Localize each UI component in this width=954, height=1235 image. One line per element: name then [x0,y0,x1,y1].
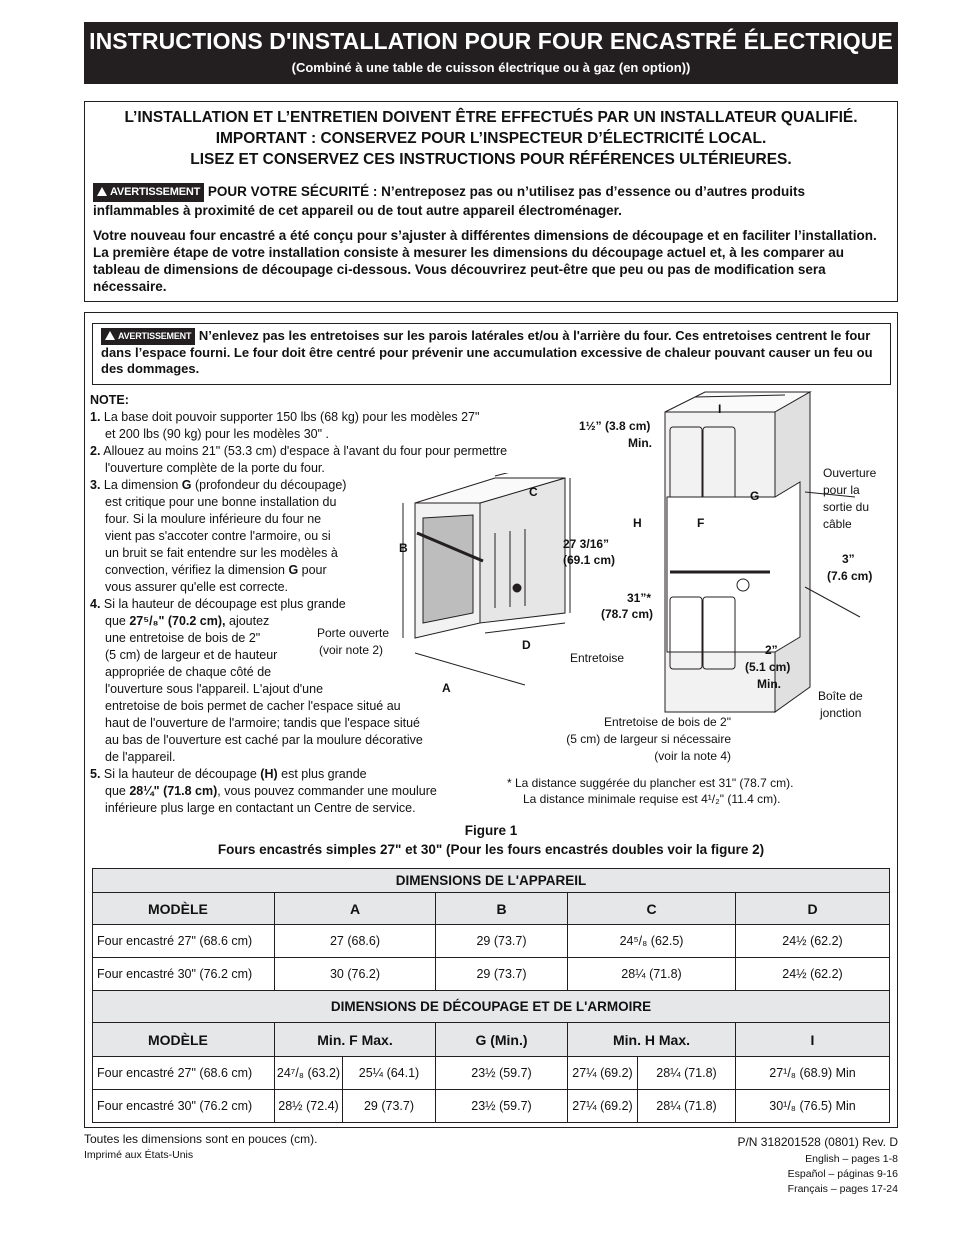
cable-label: pour la [823,483,860,497]
table-cell: 24½ (62.2) [736,925,890,958]
label-b: B [399,541,408,555]
table-cell: 25¼ (64.1) [343,1057,436,1090]
note-4-line: haut de l'ouverture de l'armoire; tandis que l'espace situé [105,716,420,730]
note-3-line: convection, vérifiez la dimension G pour [105,563,327,577]
table-cell: 28¼ (71.8) [568,958,736,991]
page-subtitle: (Combiné à une table de cuisson électrique ou à gaz (en option)) [291,60,691,75]
dim-min: Min. [628,436,652,450]
main-box [84,312,898,1128]
table-header: Min. H Max. [568,1023,736,1057]
porte-ouverte-label: Porte ouverte [317,626,390,640]
dim-31: 31”* [627,591,652,605]
table-row [93,1090,890,1123]
note-2: 2. Allouez au moins 21" (53.3 cm) d'espace à l'avant du four pour permettre [90,444,508,458]
note-3-line: vous assurer qu'elle est correcte. [105,580,289,594]
table-section-title: DIMENSIONS DE L'APPAREIL [93,869,890,893]
footnote-star: * La distance suggérée du plancher est 31" (78.7 cm). [507,776,794,790]
intro-line-2: IMPORTANT : CONSERVEZ POUR L’INSPECTEUR D’ÉLECTRICITÉ LOCAL. [215,130,767,147]
intro-line-3: LISEZ ET CONSERVEZ CES INSTRUCTIONS POUR RÉFÉRENCES ULTÉRIEURES. [190,151,792,168]
footnote-star-2: La distance minimale requise est 4¹/₂" (11.4 cm). [523,792,781,806]
note-5-line: que 28¼" (71.8 cm), vous pouvez commander une moulure [105,784,437,798]
label-a: A [442,681,451,695]
note-3-line: four. Si la moulure inférieure du four ne [105,512,322,526]
warning-icon [97,187,107,196]
wood-spacer-label: (voir la note 4) [654,749,731,763]
table-cell: 28¼ (71.8) [638,1090,736,1123]
dim-min-2: Min. [757,677,781,691]
note-4-line: entretoise de bois permet de cacher l'espace situé au [105,699,401,713]
dim-5-1: (5.1 cm) [745,660,791,674]
table-cell: 23½ (59.7) [436,1057,568,1090]
label-d: D [522,638,531,652]
table-header: D [736,893,890,925]
appliance-dimensions-table [92,868,890,991]
table-cell: 27¼ (69.2) [568,1057,638,1090]
note-4-line: (5 cm) de largeur et de hauteur [105,648,278,662]
intro-box [84,101,898,302]
table-cell: 30¹/₈ (76.5) Min [736,1090,890,1123]
figure-caption: Fours encastrés simples 27" et 30" (Pour les fours encastrés doubles voir la figure 2) [217,842,765,857]
note-4-line: une entretoise de bois de 2" [105,631,261,645]
table-section-title: DIMENSIONS DE DÉCOUPAGE ET DE L'ARMOIRE [93,991,890,1023]
dim-78-7: (78.7 cm) [601,607,654,621]
table-header: MODÈLE [93,1023,275,1057]
table-cell: 24⁵/₈ (62.5) [568,925,736,958]
dim-27: 27 3/16” [563,537,610,551]
voir-note-label: (voir note 2) [319,643,384,657]
lang-french: Français – pages 17-24 [787,1183,898,1195]
note-4-line: que 27⁵/₈" (70.2 cm), ajoutez [105,614,270,628]
table-cell: 24⁷/₈ (63.2) [275,1057,343,1090]
table-header: A [275,893,436,925]
table-cell: 24½ (62.2) [736,958,890,991]
junction-label: jonction [820,706,862,720]
wood-spacer-label: (5 cm) de largeur si nécessaire [566,732,731,746]
table-cell: 27 (68.6) [275,925,436,958]
warning-badge: AVERTISSEMENT [101,328,195,345]
title-banner [84,22,898,84]
table-header: I [736,1023,890,1057]
note-3: 3. La dimension G (profondeur du découpage) [90,478,347,492]
oven-diagram [375,473,575,703]
table-cell: Four encastré 30" (76.2 cm) [93,1090,275,1123]
table-cell: 29 (73.7) [343,1090,436,1123]
table-cell: Four encastré 27" (68.6 cm) [93,925,275,958]
note-2-cont: l'ouverture complète de la porte du four. [105,461,325,475]
cutout-dimensions-table [92,990,890,1123]
table-cell: 28¼ (71.8) [638,1057,736,1090]
cable-label: câble [823,517,852,531]
entretoise-label: Entretoise [570,651,625,665]
dim-2: 2” [765,643,778,657]
lang-english: English – pages 1-8 [805,1153,898,1165]
warning-icon [105,331,115,340]
lang-spanish: Español – páginas 9-16 [787,1168,898,1180]
note-3-line: un bruit se fait entendre sur les modèles à [105,546,338,560]
table-cell: 27¼ (69.2) [568,1090,638,1123]
part-number: P/N 318201528 (0801) Rev. D [737,1135,898,1149]
table-row [93,1057,890,1090]
table-row [93,958,890,991]
note-4-line: au bas de l'ouverture est caché par la moulure décorative [105,733,423,747]
table-cell: 30 (76.2) [275,958,436,991]
label-h: H [633,516,642,530]
printed-note: Imprimé aux États-Unis [84,1149,194,1161]
table-cell: 27¹/₈ (68.9) Min [736,1057,890,1090]
note-1: 1. La base doit pouvoir supporter 150 lbs (68 kg) pour les modèles 27" [90,410,480,424]
table-cell: Four encastré 27" (68.6 cm) [93,1057,275,1090]
wood-spacer-label: Entretoise de bois de 2" [603,715,731,729]
note-3-line: est critique pour une bonne installation du [105,495,337,509]
dim-69: (69.1 cm) [563,553,616,567]
note-4-line: de l'appareil. [105,750,176,764]
warning-badge: AVERTISSEMENT [93,183,204,202]
units-note: Toutes les dimensions sont en pouces (cm). [84,1132,318,1146]
note-5: 5. Si la hauteur de découpage (H) est plus grande [90,767,367,781]
note-4-line: l'ouverture sous l'appareil. L'ajout d'une [105,682,324,696]
cable-label: Ouverture [823,466,877,480]
table-cell: 29 (73.7) [436,958,568,991]
table-header: MODÈLE [93,893,275,925]
note-4: 4. Si la hauteur de découpage est plus grande [90,597,346,611]
label-c: C [529,485,538,499]
note-4-line: appropriée de chaque côté de [105,665,272,679]
label-g: G [750,489,760,503]
note-1-cont: et 200 lbs (90 kg) pour les modèles 30" . [105,427,330,441]
label-f: F [697,516,705,530]
table-cell: 23½ (59.7) [436,1090,568,1123]
page-title: INSTRUCTIONS D'INSTALLATION POUR FOUR ENCASTRÉ ÉLECTRIQUE [89,28,893,54]
notes-title: NOTE: [90,393,129,407]
intro-paragraph: Votre nouveau four encastré a été conçu pour s’ajuster à différentes dimensions de découpage et en faciliter l’installation. La première étape de votre installation consiste à mesurer les dimensions du découpage actuel et, à les comparer au tableau de dimensions de découpage ci-dessous. Vous découvrirez peut-être que peu ou pas de modification sera nécessaire. [93,228,877,294]
figure-label: Figure 1 [464,823,518,838]
table-cell: 29 (73.7) [436,925,568,958]
safety-warning: AVERTISSEMENT POUR VOTRE SÉCURITÉ : N’entreposez pas ou n’utilisez pas d’essence ou d’autres produits inflammables à proximité de cet appareil ou de tout autre appareil électroménager. [93,184,805,218]
spacer-warning: AVERTISSEMENT N’enlevez pas les entretoises sur les parois latérales et/ou à l'arrière du four. Ces entretoises centrent le four dans l’espace fourni. Le four doit être centré pour prévenir une accumulation excessive de chaleur pouvant causer un feu ou des dommages. [92,323,891,385]
table-header: G (Min.) [436,1023,568,1057]
table-header: Min. F Max. [275,1023,436,1057]
dim-1-5: 1½” (3.8 cm) [579,419,651,433]
intro-line-1: L’INSTALLATION ET L’ENTRETIEN DOIVENT ÊTRE EFFECTUÉS PAR UN INSTALLATEUR QUALIFIÉ. [124,109,858,126]
table-header: B [436,893,568,925]
table-row [93,925,890,958]
table-cell: 28½ (72.4) [275,1090,343,1123]
note-3-line: vient pas s'accoter contre l'armoire, ou si [105,529,331,543]
cable-label: sortie du [823,500,870,514]
table-cell: Four encastré 30" (76.2 cm) [93,958,275,991]
table-header: C [568,893,736,925]
junction-label: Boîte de [818,689,863,703]
label-i: I [718,402,722,416]
dim-3: 3” [842,552,855,566]
note-5-line: inférieure plus large en contactant un Centre de service. [105,801,416,815]
dim-7-6: (7.6 cm) [827,569,873,583]
